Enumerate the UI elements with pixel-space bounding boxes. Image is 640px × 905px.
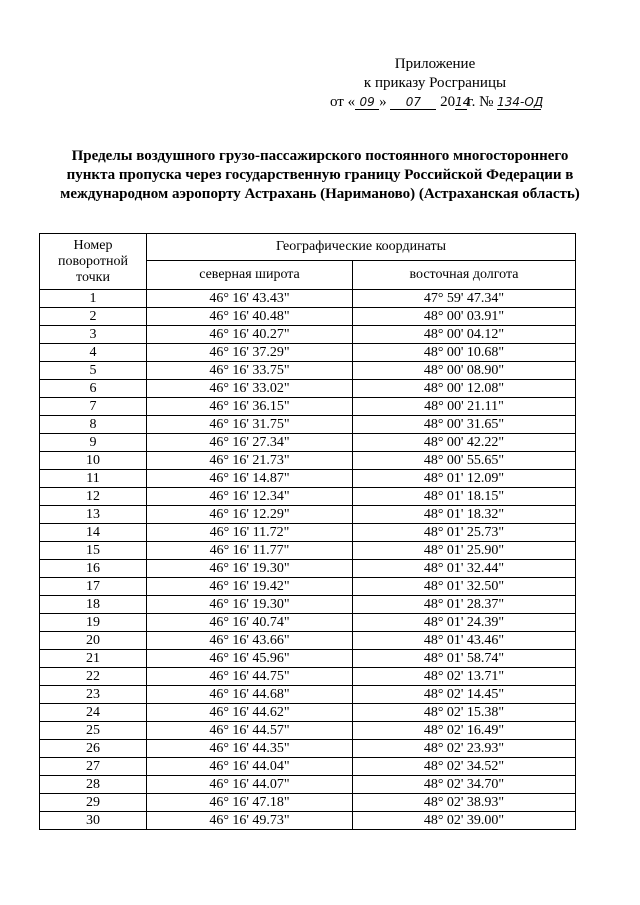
cell-point-number: 15	[40, 542, 147, 560]
date-prefix: от «	[330, 94, 356, 110]
cell-point-number: 20	[40, 632, 147, 650]
table-row	[40, 650, 576, 668]
cell-latitude: 46° 16' 36.15"	[147, 398, 353, 416]
cell-point-number: 8	[40, 416, 147, 434]
cell-point-number: 21	[40, 650, 147, 668]
cell-longitude: 48° 00' 10.68"	[352, 344, 575, 362]
cell-point-number: 2	[40, 308, 147, 326]
cell-longitude: 48° 00' 21.11"	[352, 398, 575, 416]
cell-longitude: 48° 02' 13.71"	[352, 668, 575, 686]
cell-point-number: 28	[40, 776, 147, 794]
table-header-row	[40, 234, 576, 261]
date-close-quote: »	[379, 94, 387, 110]
cell-longitude: 48° 02' 16.49"	[352, 722, 575, 740]
handwritten-year: 14	[455, 95, 471, 109]
cell-longitude: 48° 01' 12.09"	[352, 470, 575, 488]
cell-point-number: 25	[40, 722, 147, 740]
cell-longitude: 48° 02' 14.45"	[352, 686, 575, 704]
cell-latitude: 46° 16' 37.29"	[147, 344, 353, 362]
cell-latitude: 46° 16' 45.96"	[147, 650, 353, 668]
cell-point-number: 18	[40, 596, 147, 614]
table-row	[40, 470, 576, 488]
cell-point-number: 9	[40, 434, 147, 452]
cell-longitude: 48° 00' 42.22"	[352, 434, 575, 452]
appendix-block	[330, 55, 544, 112]
cell-longitude: 48° 02' 39.00"	[352, 812, 575, 830]
cell-point-number: 13	[40, 506, 147, 524]
cell-longitude: 48° 02' 15.38"	[352, 704, 575, 722]
cell-longitude: 48° 01' 32.44"	[352, 560, 575, 578]
coordinates-table	[39, 233, 576, 830]
cell-point-number: 23	[40, 686, 147, 704]
cell-longitude: 48° 00' 04.12"	[352, 326, 575, 344]
cell-longitude: 48° 00' 31.65"	[352, 416, 575, 434]
cell-point-number: 30	[40, 812, 147, 830]
cell-longitude: 48° 01' 18.15"	[352, 488, 575, 506]
cell-point-number: 6	[40, 380, 147, 398]
header-geo-coordinates: Географические координаты	[147, 234, 576, 261]
cell-point-number: 1	[40, 290, 147, 308]
cell-latitude: 46° 16' 44.57"	[147, 722, 353, 740]
cell-latitude: 46° 16' 19.30"	[147, 596, 353, 614]
cell-point-number: 4	[40, 344, 147, 362]
cell-longitude: 48° 00' 55.65"	[352, 452, 575, 470]
cell-point-number: 26	[40, 740, 147, 758]
cell-point-number: 22	[40, 668, 147, 686]
cell-latitude: 46° 16' 44.68"	[147, 686, 353, 704]
cell-longitude: 48° 01' 18.32"	[352, 506, 575, 524]
cell-longitude: 48° 01' 32.50"	[352, 578, 575, 596]
document-title: Пределы воздушного грузо-пассажирского постоянного многостороннего пункта пропуска через государственную границу Российской Федерации в международном аэропорту Астрахань (Нариманово) (Астраханская область)	[60, 148, 580, 202]
table-row	[40, 488, 576, 506]
table-row	[40, 578, 576, 596]
cell-longitude: 48° 00' 03.91"	[352, 308, 575, 326]
table-row	[40, 740, 576, 758]
cell-point-number: 14	[40, 524, 147, 542]
table-row	[40, 344, 576, 362]
cell-longitude: 48° 01' 24.39"	[352, 614, 575, 632]
cell-longitude: 48° 01' 25.73"	[352, 524, 575, 542]
cell-longitude: 48° 02' 34.52"	[352, 758, 575, 776]
cell-longitude: 48° 01' 25.90"	[352, 542, 575, 560]
table-row	[40, 290, 576, 308]
table-row	[40, 452, 576, 470]
number-prefix: г. №	[467, 94, 494, 110]
cell-point-number: 19	[40, 614, 147, 632]
cell-longitude: 48° 02' 38.93"	[352, 794, 575, 812]
cell-longitude: 48° 00' 08.90"	[352, 362, 575, 380]
table-row	[40, 668, 576, 686]
handwritten-day: 09	[355, 95, 379, 110]
table-row	[40, 506, 576, 524]
table-row	[40, 794, 576, 812]
table-row	[40, 398, 576, 416]
cell-latitude: 46° 16' 40.48"	[147, 308, 353, 326]
table-row	[40, 524, 576, 542]
table-row	[40, 326, 576, 344]
cell-longitude: 48° 02' 34.70"	[352, 776, 575, 794]
cell-point-number: 12	[40, 488, 147, 506]
cell-latitude: 46° 16' 12.29"	[147, 506, 353, 524]
cell-latitude: 46° 16' 33.02"	[147, 380, 353, 398]
table-row	[40, 632, 576, 650]
cell-longitude: 48° 00' 12.08"	[352, 380, 575, 398]
table-body	[40, 290, 576, 830]
cell-latitude: 46° 16' 44.75"	[147, 668, 353, 686]
cell-point-number: 17	[40, 578, 147, 596]
table-row	[40, 776, 576, 794]
cell-latitude: 46° 16' 44.04"	[147, 758, 353, 776]
cell-latitude: 46° 16' 19.30"	[147, 560, 353, 578]
cell-latitude: 46° 16' 12.34"	[147, 488, 353, 506]
cell-point-number: 11	[40, 470, 147, 488]
table-row	[40, 614, 576, 632]
header-north-latitude: северная широта	[147, 261, 353, 290]
cell-point-number: 5	[40, 362, 147, 380]
cell-latitude: 46° 16' 21.73"	[147, 452, 353, 470]
year-prefix: 20	[440, 94, 456, 110]
cell-latitude: 46° 16' 44.07"	[147, 776, 353, 794]
cell-point-number: 7	[40, 398, 147, 416]
cell-latitude: 46° 16' 11.72"	[147, 524, 353, 542]
cell-longitude: 47° 59' 47.34"	[352, 290, 575, 308]
table-row	[40, 362, 576, 380]
table-row	[40, 434, 576, 452]
table-row	[40, 704, 576, 722]
appendix-title: Приложение	[394, 56, 476, 72]
table-row	[40, 758, 576, 776]
cell-latitude: 46° 16' 33.75"	[147, 362, 353, 380]
cell-point-number: 10	[40, 452, 147, 470]
cell-longitude: 48° 01' 58.74"	[352, 650, 575, 668]
cell-latitude: 46° 16' 40.27"	[147, 326, 353, 344]
cell-latitude: 46° 16' 44.62"	[147, 704, 353, 722]
header-east-longitude: восточная долгота	[352, 261, 575, 290]
cell-latitude: 46° 16' 49.73"	[147, 812, 353, 830]
cell-point-number: 16	[40, 560, 147, 578]
table-row	[40, 722, 576, 740]
table-row	[40, 596, 576, 614]
header-point-number: Номер поворотной точки	[40, 234, 147, 290]
appendix-order-ref: к приказу Росграницы	[363, 75, 507, 91]
table-row	[40, 308, 576, 326]
cell-longitude: 48° 01' 43.46"	[352, 632, 575, 650]
cell-longitude: 48° 02' 23.93"	[352, 740, 575, 758]
table-row	[40, 416, 576, 434]
cell-point-number: 3	[40, 326, 147, 344]
appendix-order-date-number	[330, 93, 544, 112]
cell-latitude: 46° 16' 11.77"	[147, 542, 353, 560]
cell-latitude: 46° 16' 40.74"	[147, 614, 353, 632]
table-row	[40, 560, 576, 578]
table-row	[40, 686, 576, 704]
handwritten-month: 07	[390, 95, 436, 110]
cell-longitude: 48° 01' 28.37"	[352, 596, 575, 614]
cell-latitude: 46° 16' 43.66"	[147, 632, 353, 650]
cell-point-number: 29	[40, 794, 147, 812]
cell-point-number: 27	[40, 758, 147, 776]
handwritten-order-number: 134-ОД	[497, 95, 544, 109]
cell-latitude: 46° 16' 14.87"	[147, 470, 353, 488]
cell-latitude: 46° 16' 19.42"	[147, 578, 353, 596]
table-row	[40, 812, 576, 830]
cell-latitude: 46° 16' 44.35"	[147, 740, 353, 758]
cell-point-number: 24	[40, 704, 147, 722]
cell-latitude: 46° 16' 47.18"	[147, 794, 353, 812]
cell-latitude: 46° 16' 43.43"	[147, 290, 353, 308]
cell-latitude: 46° 16' 27.34"	[147, 434, 353, 452]
table-row	[40, 542, 576, 560]
table-row	[40, 380, 576, 398]
cell-latitude: 46° 16' 31.75"	[147, 416, 353, 434]
